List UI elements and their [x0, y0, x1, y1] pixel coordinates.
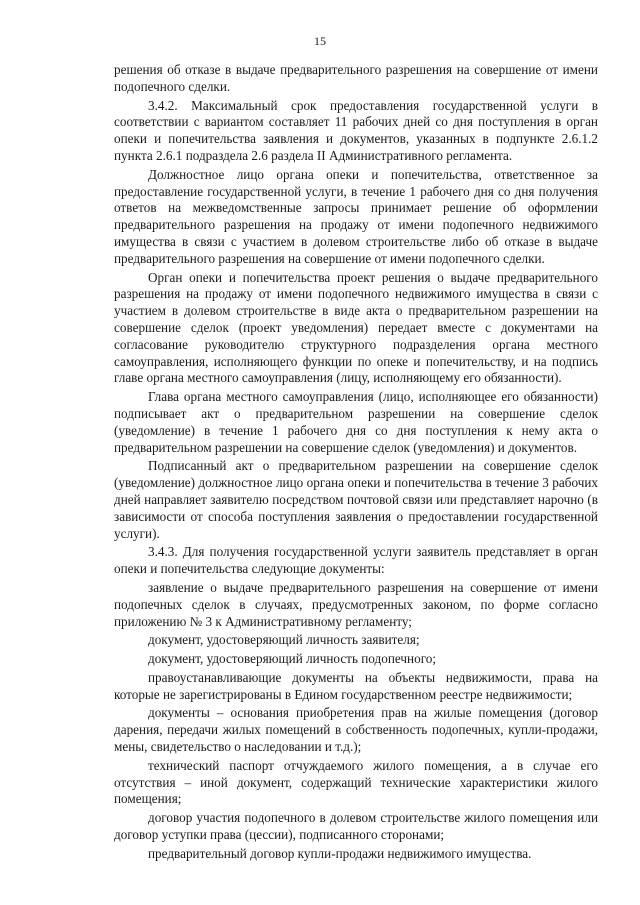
paragraph-draft-decision: Орган опеки и попечительства проект решения о выдаче предварительного разрешения на продажу от имени подопечного недвижимого имущества в связи с участием в долевом строительстве в виде акта о предварительном разрешении на совершение сделок (проект уведомления) передает вместе с документами на согласование руководителю структурного подразделения органа местного самоуправления, исполняющего функции по опеке и попечительству, и на подпись главе органа местного самоуправления (лицу, исполняющему его обязанности). — [114, 269, 598, 386]
list-item-title-documents: правоустанавливающие документы на объекты недвижимости, права на которые не зарегистрированы в Едином государственном реестре недвижимости; — [114, 669, 598, 702]
paragraph-head-signs: Глава органа местного самоуправления (лицо, исполняющее его обязанности) подписывает акт о предварительном разрешении на совершение сделок (уведомление) в течение 1 рабочего дня со дня поступления к нему акта о предварительном разрешении на совершение сделок (уведомления) и документов. — [114, 389, 598, 455]
paragraph-3-4-2: 3.4.2. Максимальный срок предоставления государственной услуги в соответствии с вариантом составляет 11 рабочих дней со дня поступления в орган опеки и попечительства заявления и документов, указанных в подпункте 2.6.1.2 пункта 2.6.1 подраздела 2.6 раздела II Административного регламента. — [114, 97, 598, 163]
page-number: 15 — [314, 34, 326, 48]
list-item-technical-passport: технический паспорт отчуждаемого жилого помещения, а в случае его отсутствия – иной документ, содержащий технические характеристики жилого помещения; — [114, 757, 598, 807]
list-item-application: заявление о выдаче предварительного разрешения на совершение от имени подопечных сделок в случаях, предусмотренных законом, по форме согласно приложению № 3 к Административному регламенту; — [114, 579, 598, 629]
paragraph-signed-act: Подписанный акт о предварительном разрешении на совершение сделок (уведомление) должностное лицо органа опеки и попечительства в течение 3 рабочих дней направляет заявителю посредством почтовой связи или представляет нарочно (в зависимости от способа поступления заявления о предоставлении государственной услуги). — [114, 458, 598, 541]
list-item-shared-construction-contract: договор участия подопечного в долевом строительстве жилого помещения или договор уступки права (цессии), подписанного сторонами; — [114, 810, 598, 843]
list-item-ward-id: документ, удостоверяющий личность подопечного; — [148, 651, 437, 667]
list-item-acquisition-documents: документы – основания приобретения прав на жилые помещения (договор дарения, передачи жилых помещений в собственность подопечных, купли-продажи, мены, свидетельство о наследовании и т.д.); — [114, 705, 598, 755]
paragraph-official-decision: Должностное лицо органа опеки и попечительства, ответственное за предоставление государственной услуги, в течение 1 рабочего дня со дня получения ответов на межведомственные запросы принимает решение об оформлении предварительного разрешения на продажу от имени подопечного недвижимого имущества в связи с участием в долевом строительстве либо об отказе в выдаче предварительного разрешения на совершение от имени подопечного сделки. — [114, 166, 598, 266]
document-body — [114, 62, 598, 865]
list-item-preliminary-contract: предварительный договор купли-продажи недвижимого имущества. — [148, 845, 532, 861]
paragraph-3-4-3: 3.4.3. Для получения государственной услуги заявитель представляет в орган опеки и попечительства следующие документы: — [114, 544, 598, 577]
paragraph-continuation: решения об отказе в выдаче предварительного разрешения на совершение от имени подопечного сделки. — [114, 62, 598, 94]
list-item-applicant-id: документ, удостоверяющий личность заявителя; — [148, 632, 420, 648]
